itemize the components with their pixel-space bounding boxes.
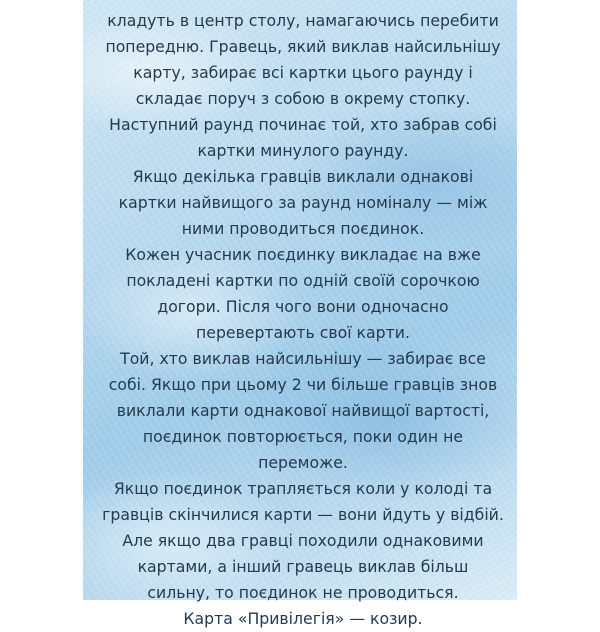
text-line: перевертають свої карти. bbox=[196, 323, 410, 342]
text-line: собі. Якщо при цьому 2 чи більше гравців знов bbox=[108, 375, 498, 394]
text-line: картки найвищого за раунд номіналу — між bbox=[118, 193, 488, 212]
text-line: попередню. Гравець, який виклав найсильнішу bbox=[105, 37, 501, 56]
text-line: Кожен учасник поєдинку викладає на вже bbox=[125, 245, 481, 264]
text-line: покладені картки по одній своїй сорочкою bbox=[126, 271, 480, 290]
text-line: кладуть в центр столу, намагаючись перебити bbox=[107, 11, 499, 30]
text-line: догори. Після чого вони одночасно bbox=[157, 297, 449, 316]
text-line: сильну, то поєдинок не проводиться. bbox=[147, 583, 459, 602]
text-line: поєдинок повторюється, поки один не bbox=[142, 427, 464, 446]
text-line: гравців скінчилися карти — вони йдуть у відбій. bbox=[102, 505, 504, 524]
text-line: Карта «Привілегія» — козир. bbox=[183, 609, 423, 628]
text-line: Якщо декілька гравців виклали однакові bbox=[132, 167, 474, 186]
text-line: переможе. bbox=[258, 453, 348, 472]
text-line: складає поруч з собою в окрему стопку. bbox=[135, 89, 471, 108]
rules-card bbox=[83, 0, 517, 628]
text-line: ними проводиться поєдинок. bbox=[181, 219, 425, 238]
text-line: картки минулого раунду. bbox=[197, 141, 409, 160]
text-line: Але якщо два гравці походили однаковими bbox=[122, 531, 484, 550]
text-line: карту, забирає всі картки цього раунду і bbox=[133, 63, 473, 82]
text-line: картами, а інший гравець виклав більш bbox=[137, 557, 469, 576]
text-line: Якщо поєдинок трапляється коли у колоді та bbox=[113, 479, 493, 498]
text-line: Наступний раунд починає той, хто забрав собі bbox=[109, 115, 497, 134]
text-line: виклали карти однакової найвищої вартості, bbox=[116, 401, 490, 420]
text-line: Той, хто виклав найсильнішу — забирає все bbox=[120, 349, 486, 368]
rules-text bbox=[90, 8, 516, 632]
